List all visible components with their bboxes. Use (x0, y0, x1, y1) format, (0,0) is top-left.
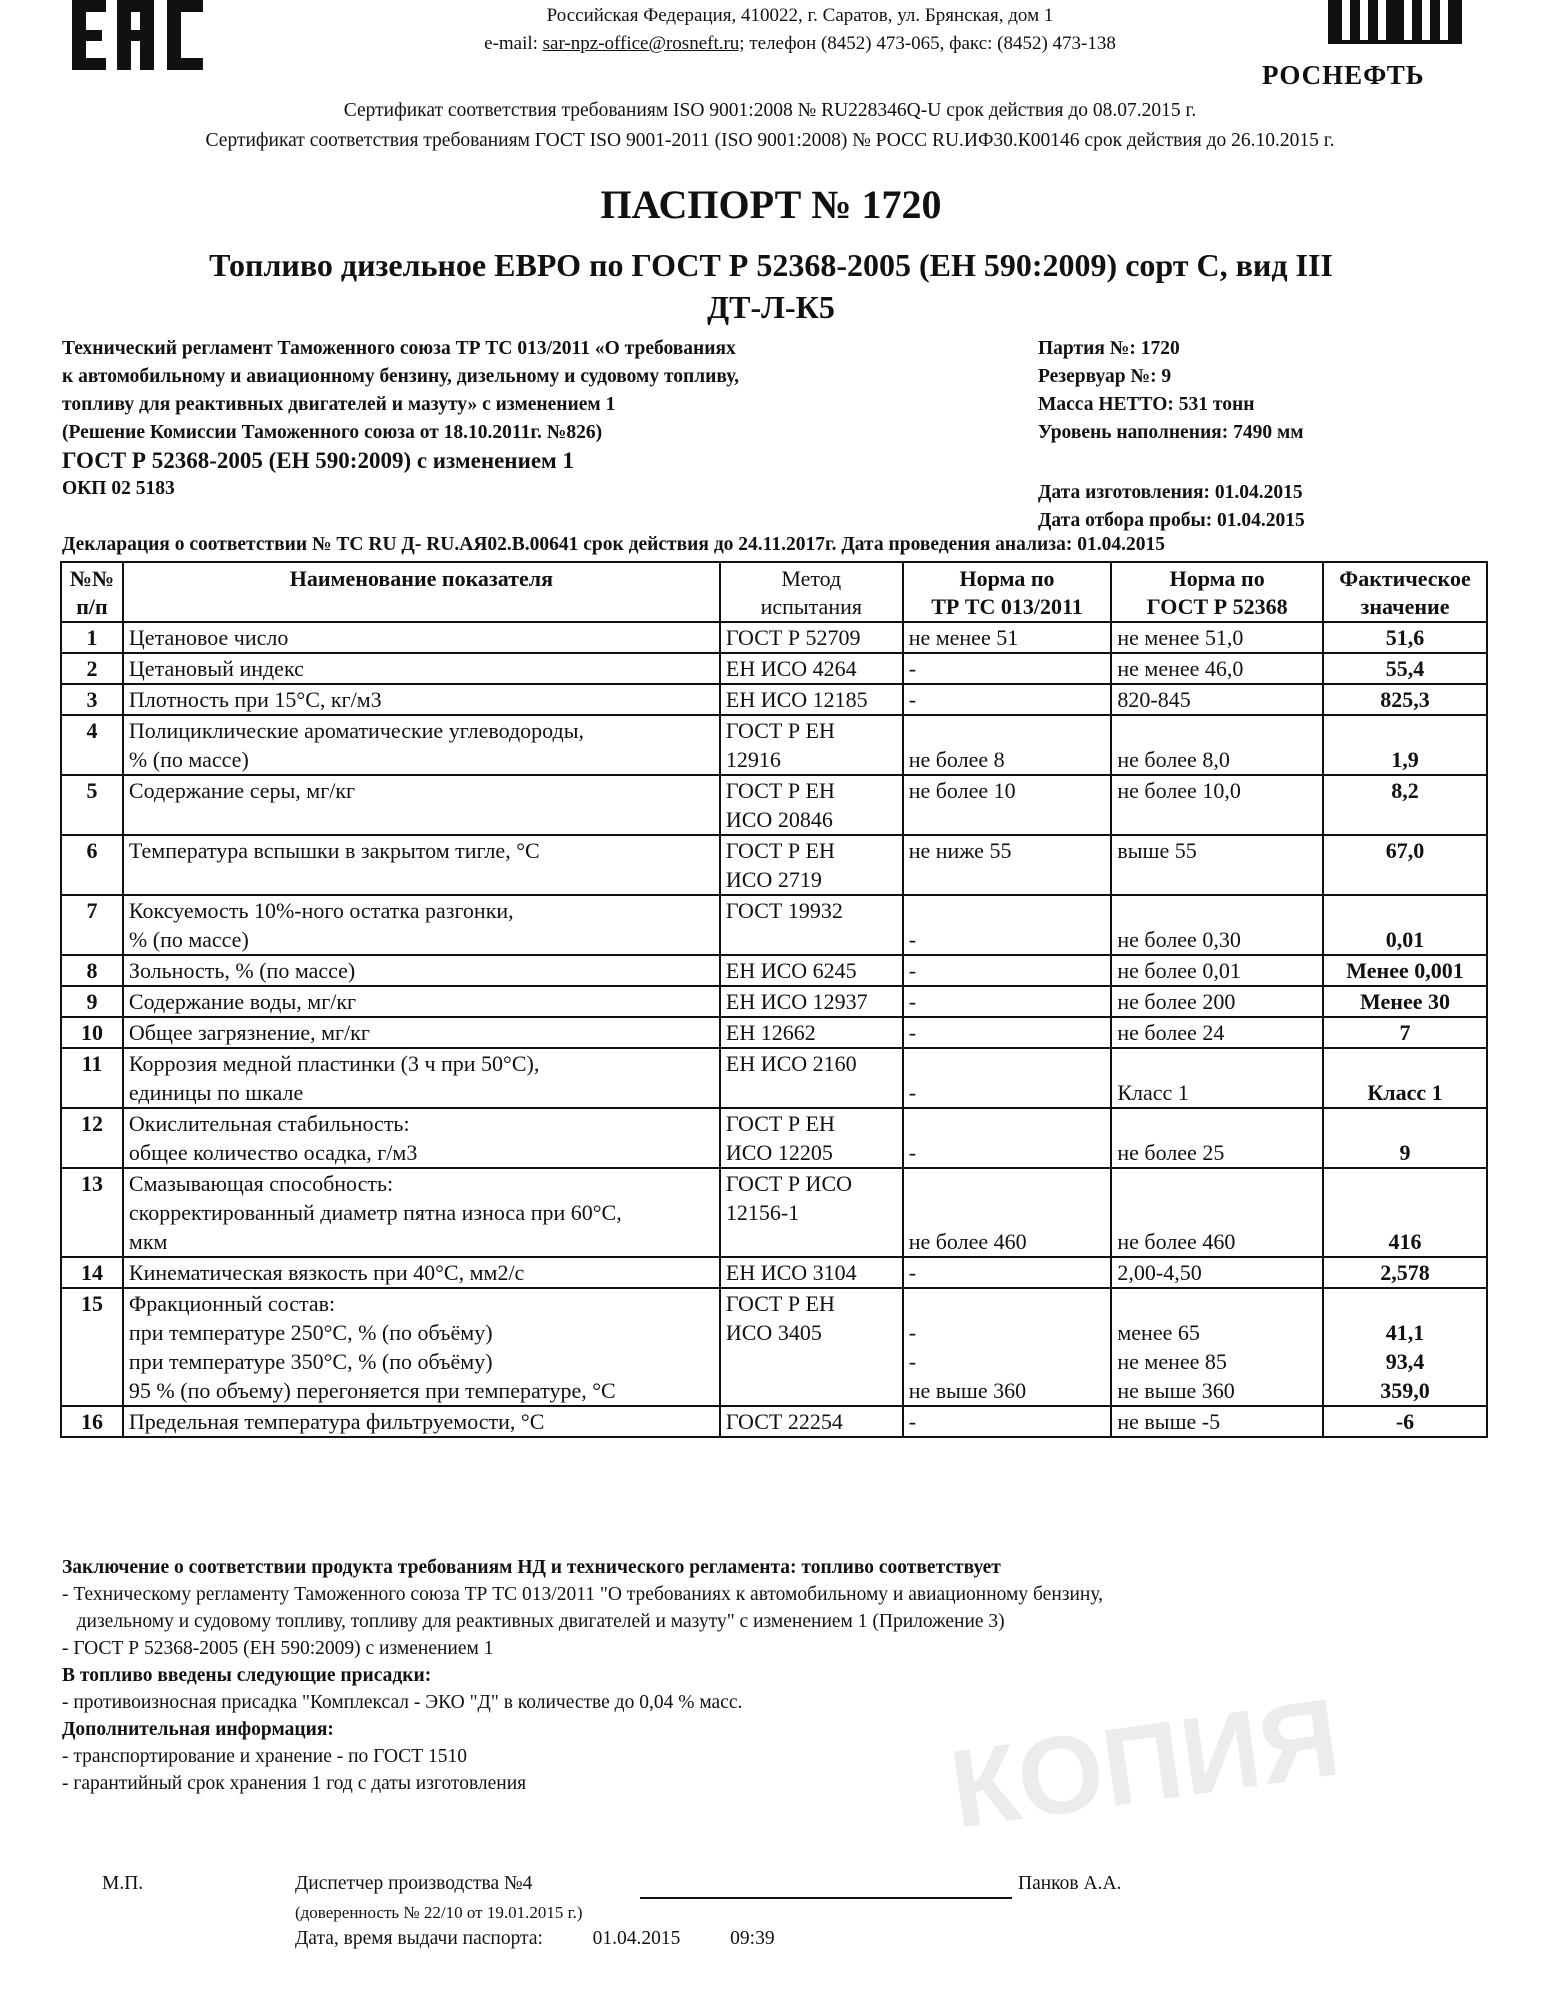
row-norm-tr: - (903, 1257, 1112, 1288)
row-number: 11 (61, 1048, 123, 1108)
row-actual-value: 7 (1323, 1017, 1487, 1048)
table-row (61, 1017, 1487, 1048)
regulation-line: топливу для реактивных двигателей и мазуту» с изменением 1 (62, 394, 616, 415)
additives-heading-text: В топливо введены следующие присадки: (62, 1665, 432, 1686)
table-header-row (61, 562, 1487, 622)
row-actual-value: 416 (1323, 1168, 1487, 1257)
row-actual-value: 825,3 (1323, 684, 1487, 715)
header-norm-gost: Норма по ГОСТ Р 52368 (1111, 562, 1323, 622)
row-norm-gost: выше 55 (1111, 835, 1323, 895)
row-actual-value: 9 (1323, 1108, 1487, 1168)
issue-date: 01.04.2015 (592, 1928, 681, 1949)
certificate-gost: Сертификат соответствия требованиям ГОСТ ISO 9001-2011 (ISO 9001:2008) № РОСС RU.ИФ30.К00146 срок действия до 26.10.2015 г. (205, 130, 1335, 151)
tank-number: Резервуар №: 9 (1038, 366, 1172, 387)
row-actual-value: -6 (1323, 1406, 1487, 1437)
info-item: - транспортирование и хранение - по ГОСТ 1510 (62, 1746, 468, 1767)
table-row (61, 1406, 1487, 1437)
table-row (61, 986, 1487, 1017)
row-parameter-name: Кинематическая вязкость при 40°С, мм2/с (123, 1257, 720, 1288)
net-mass: Масса НЕТТО: 531 тонн (1038, 394, 1255, 415)
row-norm-gost: не менее 46,0 (1111, 653, 1323, 684)
fill-level: Уровень наполнения: 7490 мм (1038, 422, 1304, 443)
additive-item: - противоизносная присадка "Комплексал - ЭКО "Д" в количестве до 0,04 % масс. (62, 1692, 743, 1713)
row-number: 5 (61, 775, 123, 835)
row-number: 9 (61, 986, 123, 1017)
table-row (61, 622, 1487, 653)
row-test-method: ЕН ИСО 12937 (720, 986, 903, 1017)
row-norm-tr: - (903, 986, 1112, 1017)
row-norm-tr: не более 8 (903, 715, 1112, 775)
sample-date: Дата отбора пробы: 01.04.2015 (1038, 510, 1305, 531)
row-parameter-name: Смазывающая способность: скорректированный диаметр пятна износа при 60°С, мкм (123, 1168, 720, 1257)
row-norm-gost: не более 0,30 (1111, 895, 1323, 955)
row-actual-value: 41,1 93,4 359,0 (1323, 1288, 1487, 1406)
row-test-method: ГОСТ Р ЕН ИСО 2719 (720, 835, 903, 895)
row-norm-tr: - (903, 1017, 1112, 1048)
row-norm-tr: - - не выше 360 (903, 1288, 1112, 1406)
row-number: 10 (61, 1017, 123, 1048)
eac-logo (72, 0, 222, 82)
document-title: ПАСПОРТ № 1720 (600, 182, 942, 227)
analysis-date: Дата проведения анализа: 01.04.2015 (841, 534, 1165, 555)
okp-line: ОКП 02 5183 (62, 478, 175, 499)
certificate-iso: Сертификат соответствия требованиям ISO 9001:2008 № RU228346Q-U срок действия до 08.07.2015 г. (343, 100, 1197, 121)
row-norm-tr: - (903, 955, 1112, 986)
phones: телефон (8452) 473-065, факс: (8452) 473-138 (744, 33, 1116, 54)
table-row (61, 1108, 1487, 1168)
row-test-method: ЕН ИСО 4264 (720, 653, 903, 684)
header-norm-tr: Норма по ТР ТС 013/2011 (903, 562, 1112, 622)
product-grade: ДТ-Л-К5 (707, 289, 835, 325)
info-item: - гарантийный срок хранения 1 год с даты изготовления (62, 1773, 527, 1794)
dates-block (1038, 479, 1305, 535)
row-norm-gost: 820-845 (1111, 684, 1323, 715)
row-number: 14 (61, 1257, 123, 1288)
row-actual-value: 51,6 (1323, 622, 1487, 653)
company-address (380, 2, 1220, 58)
row-test-method: ГОСТ 22254 (720, 1406, 903, 1437)
row-number: 15 (61, 1288, 123, 1406)
row-norm-gost: не более 0,01 (1111, 955, 1323, 986)
row-norm-gost: не более 200 (1111, 986, 1323, 1017)
row-test-method: ЕН ИСО 12185 (720, 684, 903, 715)
row-number: 4 (61, 715, 123, 775)
header-method: Метод испытания (720, 562, 903, 622)
row-norm-gost: менее 65 не менее 85 не выше 360 (1111, 1288, 1323, 1406)
row-actual-value: Менее 0,001 (1323, 955, 1487, 986)
row-norm-tr: - (903, 1048, 1112, 1108)
table-row (61, 895, 1487, 955)
header-num: №№ п/п (61, 562, 123, 622)
conclusion-heading (62, 1554, 1462, 1581)
row-actual-value: 55,4 (1323, 653, 1487, 684)
row-parameter-name: Полициклические ароматические углеводороды, % (по массе) (123, 715, 720, 775)
row-parameter-name: Цетановый индекс (123, 653, 720, 684)
row-actual-value: 2,578 (1323, 1257, 1487, 1288)
row-norm-tr: не менее 51 (903, 622, 1112, 653)
row-number: 6 (61, 835, 123, 895)
address-line: Российская Федерация, 410022, г. Саратов, ул. Брянская, дом 1 (546, 5, 1054, 26)
row-norm-gost: не более 25 (1111, 1108, 1323, 1168)
row-number: 13 (61, 1168, 123, 1257)
row-norm-tr: не ниже 55 (903, 835, 1112, 895)
batch-number: Партия №: 1720 (1038, 338, 1180, 359)
stamp-label: М.П. (102, 1873, 144, 1894)
signature-line (640, 1897, 1012, 1899)
row-parameter-name: Общее загрязнение, мг/кг (123, 1017, 720, 1048)
table-row (61, 775, 1487, 835)
copy-watermark: КОПИЯ (943, 1675, 1347, 1852)
row-number: 8 (61, 955, 123, 986)
row-test-method: ГОСТ Р ЕН ИСО 20846 (720, 775, 903, 835)
company-name: РОСНЕФТЬ (1262, 60, 1425, 90)
row-parameter-name: Температура вспышки в закрытом тигле, °С (123, 835, 720, 895)
row-test-method: ЕН ИСО 6245 (720, 955, 903, 986)
table-row (61, 653, 1487, 684)
info-heading-text: Дополнительная информация: (62, 1719, 334, 1740)
table-row (61, 1288, 1487, 1406)
issue-datetime (295, 1928, 775, 1950)
batch-info (1038, 335, 1304, 447)
regulation-line: (Решение Комиссии Таможенного союза от 18.10.2011г. №826) (62, 422, 603, 443)
row-test-method: ГОСТ Р ЕН ИСО 12205 (720, 1108, 903, 1168)
row-parameter-name: Фракционный состав: при температуре 250°С, % (по объёму) при температуре 350°С, % (по объёму) 95 % (по объему) перегоняется при температуре, °С (123, 1288, 720, 1406)
row-norm-tr: - (903, 1108, 1112, 1168)
conclusion-heading-text: Заключение о соответствии продукта требованиям НД и технического регламента: топливо соответствует (62, 1557, 1001, 1578)
row-norm-gost: Класс 1 (1111, 1048, 1323, 1108)
regulation-line: к автомобильному и авиационному бензину, дизельному и судовому топливу, (62, 366, 739, 387)
signatory-name: Панков А.А. (1018, 1873, 1122, 1894)
row-norm-gost: не более 24 (1111, 1017, 1323, 1048)
row-number: 12 (61, 1108, 123, 1168)
table-row (61, 1048, 1487, 1108)
regulations-block (62, 335, 1022, 503)
row-test-method: ГОСТ Р ЕН 12916 (720, 715, 903, 775)
gost-line: ГОСТ Р 52368-2005 (ЕН 590:2009) с изменением 1 (62, 448, 574, 473)
regulation-line: Технический регламент Таможенного союза ТР ТС 013/2011 «О требованиях (62, 338, 736, 359)
row-test-method: ГОСТ Р ИСО 12156-1 (720, 1168, 903, 1257)
row-number: 16 (61, 1406, 123, 1437)
table-row (61, 684, 1487, 715)
declaration: Декларация о соответствии № ТС RU Д- RU.АЯ02.В.00641 срок действия до 24.11.2017г. (62, 534, 837, 555)
table-row (61, 835, 1487, 895)
header-actual: Фактическое значение (1323, 562, 1487, 622)
table-row (61, 955, 1487, 986)
row-number: 3 (61, 684, 123, 715)
row-norm-tr: - (903, 1406, 1112, 1437)
issue-time: 09:39 (730, 1928, 775, 1949)
row-norm-tr: - (903, 895, 1112, 955)
row-parameter-name: Зольность, % (по массе) (123, 955, 720, 986)
row-number: 2 (61, 653, 123, 684)
row-parameter-name: Содержание серы, мг/кг (123, 775, 720, 835)
table-row (61, 715, 1487, 775)
row-parameter-name: Коррозия медной пластинки (3 ч при 50°С), единицы по шкале (123, 1048, 720, 1108)
row-actual-value: 0,01 (1323, 895, 1487, 955)
row-norm-tr: - (903, 684, 1112, 715)
row-actual-value: 67,0 (1323, 835, 1487, 895)
row-number: 7 (61, 895, 123, 955)
email-prefix: e-mail: (484, 33, 543, 54)
row-parameter-name: Плотность при 15°С, кг/м3 (123, 684, 720, 715)
row-parameter-name: Содержание воды, мг/кг (123, 986, 720, 1017)
row-test-method: ЕН ИСО 2160 (720, 1048, 903, 1108)
manufacture-date: Дата изготовления: 01.04.2015 (1038, 482, 1303, 503)
conclusion-item: - ГОСТ Р 52368-2005 (ЕН 590:2009) с изменением 1 (62, 1638, 494, 1659)
row-norm-gost: не более 10,0 (1111, 775, 1323, 835)
row-number: 1 (61, 622, 123, 653)
declaration-line (62, 534, 1165, 556)
row-norm-tr: не более 10 (903, 775, 1112, 835)
parameters-table (60, 561, 1488, 1438)
row-norm-tr: не более 460 (903, 1168, 1112, 1257)
row-parameter-name: Коксуемость 10%-ного остатка разгонки, % (по массе) (123, 895, 720, 955)
conclusion-item: - Техническому регламенту Таможенного союза ТР ТС 013/2011 "О требованиях к автомобильному и авиационному бензину, (62, 1584, 1104, 1605)
power-of-attorney: (доверенность № 22/10 от 19.01.2015 г.) (295, 1903, 583, 1922)
table-row (61, 1168, 1487, 1257)
row-norm-gost: не более 460 (1111, 1168, 1323, 1257)
row-parameter-name: Цетановое число (123, 622, 720, 653)
row-actual-value: Менее 30 (1323, 986, 1487, 1017)
contacts-line (380, 30, 1220, 58)
conclusion-item: дизельному и судовому топливу, топливу для реактивных двигателей и мазуту" с изменением 1 (Приложение 3) (62, 1611, 1005, 1632)
header-name: Наименование показателя (123, 562, 720, 622)
row-norm-gost: 2,00-4,50 (1111, 1257, 1323, 1288)
row-test-method: ГОСТ 19932 (720, 895, 903, 955)
table-row (61, 1257, 1487, 1288)
product-name: Топливо дизельное ЕВРО по ГОСТ Р 52368-2005 (ЕН 590:2009) сорт С, вид III (209, 247, 1333, 283)
row-actual-value: 1,9 (1323, 715, 1487, 775)
row-parameter-name: Предельная температура фильтруемости, °С (123, 1406, 720, 1437)
row-parameter-name: Окислительная стабильность: общее количество осадка, г/м3 (123, 1108, 720, 1168)
certificates (60, 96, 1480, 156)
issue-label: Дата, время выдачи паспорта: (295, 1928, 543, 1949)
row-actual-value: 8,2 (1323, 775, 1487, 835)
document-subtitle (0, 244, 1542, 328)
row-norm-tr: - (903, 653, 1112, 684)
row-norm-gost: не менее 51,0 (1111, 622, 1323, 653)
row-actual-value: Класс 1 (1323, 1048, 1487, 1108)
row-test-method: ГОСТ Р 52709 (720, 622, 903, 653)
row-norm-gost: не более 8,0 (1111, 715, 1323, 775)
email-link[interactable]: sar-npz-office@rosneft.ru; (542, 33, 745, 54)
row-test-method: ГОСТ Р ЕН ИСО 3405 (720, 1288, 903, 1406)
signatory-position: Диспетчер производства №4 (295, 1873, 533, 1894)
row-test-method: ЕН ИСО 3104 (720, 1257, 903, 1288)
row-norm-gost: не выше -5 (1111, 1406, 1323, 1437)
row-test-method: ЕН 12662 (720, 1017, 903, 1048)
